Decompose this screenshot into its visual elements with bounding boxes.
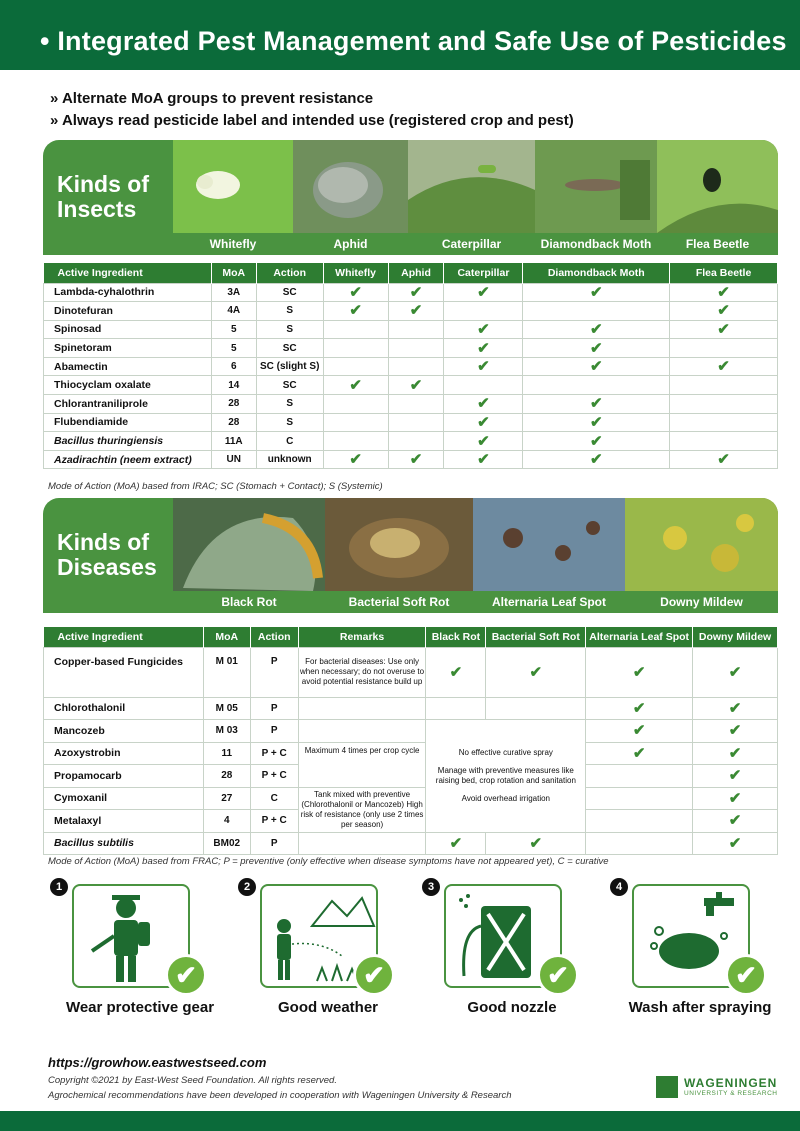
check-icon: ✔ bbox=[589, 395, 603, 413]
diseases-title: Kinds of Diseases bbox=[57, 529, 157, 580]
footer-bar bbox=[0, 1111, 800, 1131]
check-icon: ✔ bbox=[589, 320, 603, 338]
col-header: Caterpillar bbox=[444, 263, 523, 283]
check-icon: ✔ bbox=[477, 339, 490, 357]
flea-beetle-image-icon bbox=[657, 140, 778, 233]
page-title: • Integrated Pest Management and Safe Use of Pesticides bbox=[40, 26, 787, 56]
bullet-item: » Always read pesticide label and intended use (registered crop and pest) bbox=[50, 112, 574, 129]
check-icon: ✔ bbox=[529, 663, 543, 681]
check-icon: ✔ bbox=[632, 699, 646, 717]
disease-table bbox=[43, 627, 778, 855]
check-icon: ✔ bbox=[449, 663, 463, 681]
check-icon: ✔ bbox=[589, 358, 603, 376]
check-icon: ✔ bbox=[717, 451, 730, 469]
remark-azoxystrobin: Maximum 4 times per crop cycle bbox=[298, 742, 426, 787]
whitefly-image-icon bbox=[173, 140, 293, 233]
check-icon: ✔ bbox=[477, 413, 490, 431]
check-icon: ✔ bbox=[537, 954, 579, 996]
downy-mildew-image-icon bbox=[625, 498, 778, 591]
table-row: Propamocarb 28 P + C ✔ bbox=[44, 765, 778, 788]
check-icon: ✔ bbox=[477, 320, 490, 338]
tip-number: 4 bbox=[610, 878, 628, 896]
tip-number: 2 bbox=[238, 878, 256, 896]
tip-label: Wash after spraying bbox=[628, 999, 772, 1016]
photo-aphid: Aphid bbox=[293, 140, 408, 255]
check-icon: ✔ bbox=[728, 812, 742, 830]
col-header: Alternaria Leaf Spot bbox=[586, 627, 693, 647]
safety-tips bbox=[50, 878, 770, 1018]
aphid-image-icon bbox=[293, 140, 408, 233]
tip-wash-after-spraying bbox=[610, 878, 780, 1018]
check-icon: ✔ bbox=[589, 413, 603, 431]
footer-url[interactable]: https://growhow.eastwestseed.com bbox=[48, 1055, 267, 1070]
photo-diamondback-moth: Diamondback Moth bbox=[535, 140, 657, 255]
check-icon: ✔ bbox=[165, 954, 207, 996]
check-icon: ✔ bbox=[477, 432, 490, 450]
insect-table-header bbox=[44, 263, 778, 283]
check-icon: ✔ bbox=[632, 744, 646, 762]
table-row: Lambda-cyhalothrin 3A SC ✔ ✔ ✔ ✔ ✔ bbox=[44, 283, 778, 302]
col-header: MoA bbox=[211, 263, 256, 283]
check-icon: ✔ bbox=[717, 283, 730, 301]
col-header: Flea Beetle bbox=[670, 263, 778, 283]
check-icon: ✔ bbox=[728, 699, 742, 717]
table-row: Flubendiamide 28 S ✔ ✔ bbox=[44, 413, 778, 432]
check-icon: ✔ bbox=[477, 358, 490, 376]
footer bbox=[48, 1055, 511, 1103]
check-icon: ✔ bbox=[589, 283, 603, 301]
photo-whitefly: Whitefly bbox=[173, 140, 293, 255]
check-icon: ✔ bbox=[728, 744, 742, 762]
check-icon: ✔ bbox=[449, 834, 463, 852]
caterpillar-image-icon bbox=[408, 140, 535, 233]
black-rot-image-icon bbox=[173, 498, 325, 591]
check-icon: ✔ bbox=[717, 320, 730, 338]
table-row: Chlorothalonil M 05 P ✔ ✔ bbox=[44, 697, 778, 720]
check-icon: ✔ bbox=[349, 283, 362, 301]
bullet-list bbox=[50, 88, 574, 132]
diseases-title-panel bbox=[43, 498, 173, 613]
check-icon: ✔ bbox=[728, 767, 742, 785]
check-icon: ✔ bbox=[728, 663, 742, 681]
check-icon: ✔ bbox=[409, 451, 423, 469]
logo-mark-icon bbox=[656, 1076, 678, 1098]
check-icon: ✔ bbox=[728, 789, 742, 807]
col-header: MoA bbox=[203, 627, 250, 647]
remark-copper: For bacterial diseases: Use only when necessary; do not overuse to avoid potential resistance build up bbox=[298, 647, 426, 697]
disease-note: Mode of Action (MoA) based from FRAC; P = preventive (only effective when disease symptoms have not appeared yet), C = curative bbox=[48, 856, 609, 867]
check-icon: ✔ bbox=[632, 663, 646, 681]
check-icon: ✔ bbox=[529, 834, 543, 852]
col-header: Remarks bbox=[298, 627, 426, 647]
table-row: Chlorantraniliprole 28 S ✔ ✔ bbox=[44, 395, 778, 414]
table-row: Spinosad 5 S ✔ ✔ ✔ bbox=[44, 320, 778, 339]
remark-cymoxanil: Tank mixed with preventive (Chlorothalonil or Mancozeb) High risk of resistance (only use 2 times per season) bbox=[298, 787, 426, 832]
wageningen-logo: WAGENINGEN UNIVERSITY & RESEARCH bbox=[656, 1072, 796, 1102]
table-row: Bacillus subtilis BM02 P ✔ ✔ ✔ bbox=[44, 832, 778, 855]
table-row: Dinotefuran 4A S ✔ ✔ ✔ bbox=[44, 302, 778, 321]
diseases-header bbox=[43, 498, 778, 613]
check-icon: ✔ bbox=[728, 834, 742, 852]
photo-flea-beetle: Flea Beetle bbox=[657, 140, 778, 255]
col-header: Black Rot bbox=[426, 627, 486, 647]
check-icon: ✔ bbox=[353, 954, 395, 996]
insects-header bbox=[43, 140, 778, 255]
check-icon: ✔ bbox=[409, 302, 423, 320]
tip-number: 3 bbox=[422, 878, 440, 896]
photo-black-rot: Black Rot bbox=[173, 498, 325, 613]
check-icon: ✔ bbox=[589, 451, 603, 469]
photo-downy-mildew: Downy Mildew bbox=[625, 498, 778, 613]
tip-good-weather bbox=[238, 878, 408, 1018]
check-icon: ✔ bbox=[409, 283, 423, 301]
table-row: Metalaxyl 4 P + C ✔ bbox=[44, 810, 778, 833]
disease-table-header bbox=[44, 627, 778, 647]
col-header: Action bbox=[250, 627, 298, 647]
tip-protective-gear bbox=[50, 878, 220, 1018]
col-header: Aphid bbox=[388, 263, 444, 283]
col-header: Diamondback Moth bbox=[523, 263, 670, 283]
tip-label: Good nozzle bbox=[467, 999, 557, 1016]
col-header: Bacterial Soft Rot bbox=[486, 627, 586, 647]
leaf-spot-image-icon bbox=[473, 498, 625, 591]
table-row: Copper-based Fungicides M 01 P For bacterial diseases: Use only when necessary; do not overuse to avoid potential resistance build up ✔ ✔ ✔ ✔ bbox=[44, 647, 778, 697]
insect-note: Mode of Action (MoA) based from IRAC; SC (Stomach + Contact); S (Systemic) bbox=[48, 481, 383, 492]
check-icon: ✔ bbox=[349, 302, 362, 320]
table-row: Cymoxanil 27 C Tank mixed with preventive (Chlorothalonil or Mancozeb) High risk of resistance (only use 2 times per season) ✔ bbox=[44, 787, 778, 810]
photo-bacterial-soft-rot: Bacterial Soft Rot bbox=[325, 498, 473, 613]
insects-title: Kinds of Insects bbox=[57, 171, 149, 222]
check-icon: ✔ bbox=[728, 722, 742, 740]
tip-number: 1 bbox=[50, 878, 68, 896]
merged-remark: No effective curative spray Manage with preventive measures like raising bed, crop rotation and sanitation Avoid overhead irrigation bbox=[426, 720, 586, 833]
check-icon: ✔ bbox=[717, 302, 730, 320]
check-icon: ✔ bbox=[477, 395, 490, 413]
table-row: Azoxystrobin 11 P + C Maximum 4 times per crop cycle ✔ ✔ bbox=[44, 742, 778, 765]
col-header: Active Ingredient bbox=[44, 627, 204, 647]
soft-rot-image-icon bbox=[325, 498, 473, 591]
copyright: Copyright ©2021 by East-West Seed Foundation. All rights reserved. bbox=[48, 1075, 337, 1086]
tip-good-nozzle bbox=[422, 878, 592, 1018]
tip-label: Good weather bbox=[277, 999, 378, 1016]
credit: Agrochemical recommendations have been developed in cooperation with Wageningen University & Research bbox=[48, 1090, 512, 1101]
col-header: Whitefly bbox=[323, 263, 388, 283]
check-icon: ✔ bbox=[409, 376, 423, 394]
check-icon: ✔ bbox=[477, 283, 490, 301]
check-icon: ✔ bbox=[589, 339, 603, 357]
col-header: Action bbox=[256, 263, 323, 283]
table-row: Spinetoram 5 SC ✔ ✔ bbox=[44, 339, 778, 358]
moth-image-icon bbox=[535, 140, 657, 233]
table-row: Mancozeb M 03 P No effective curative spray Manage with preventive measures like raising bed, crop rotation and sanitation Avoid overhead irrigation ✔ ✔ bbox=[44, 720, 778, 743]
bullet-item: » Alternate MoA groups to prevent resistance bbox=[50, 90, 374, 107]
check-icon: ✔ bbox=[717, 358, 730, 376]
photo-caterpillar: Caterpillar bbox=[408, 140, 535, 255]
col-header: Downy Mildew bbox=[693, 627, 778, 647]
check-icon: ✔ bbox=[632, 722, 646, 740]
check-icon: ✔ bbox=[589, 432, 603, 450]
check-icon: ✔ bbox=[349, 376, 362, 394]
tip-label: Wear protective gear bbox=[65, 999, 215, 1016]
insects-title-panel bbox=[43, 140, 173, 255]
table-row: Thiocyclam oxalate 14 SC ✔ ✔ bbox=[44, 376, 778, 395]
check-icon: ✔ bbox=[477, 451, 490, 469]
table-row: Azadirachtin (neem extract) UN unknown ✔ ✔ ✔ ✔ ✔ bbox=[44, 450, 778, 469]
insect-table bbox=[43, 263, 778, 469]
table-row: Bacillus thuringiensis 11A C ✔ ✔ bbox=[44, 432, 778, 451]
photo-alternaria-leaf-spot: Alternaria Leaf Spot bbox=[473, 498, 625, 613]
header-bar bbox=[0, 0, 800, 70]
col-header: Active Ingredient bbox=[44, 263, 212, 283]
check-icon: ✔ bbox=[725, 954, 767, 996]
check-icon: ✔ bbox=[349, 451, 362, 469]
table-row: Abamectin 6 SC (slight S) ✔ ✔ ✔ bbox=[44, 357, 778, 376]
